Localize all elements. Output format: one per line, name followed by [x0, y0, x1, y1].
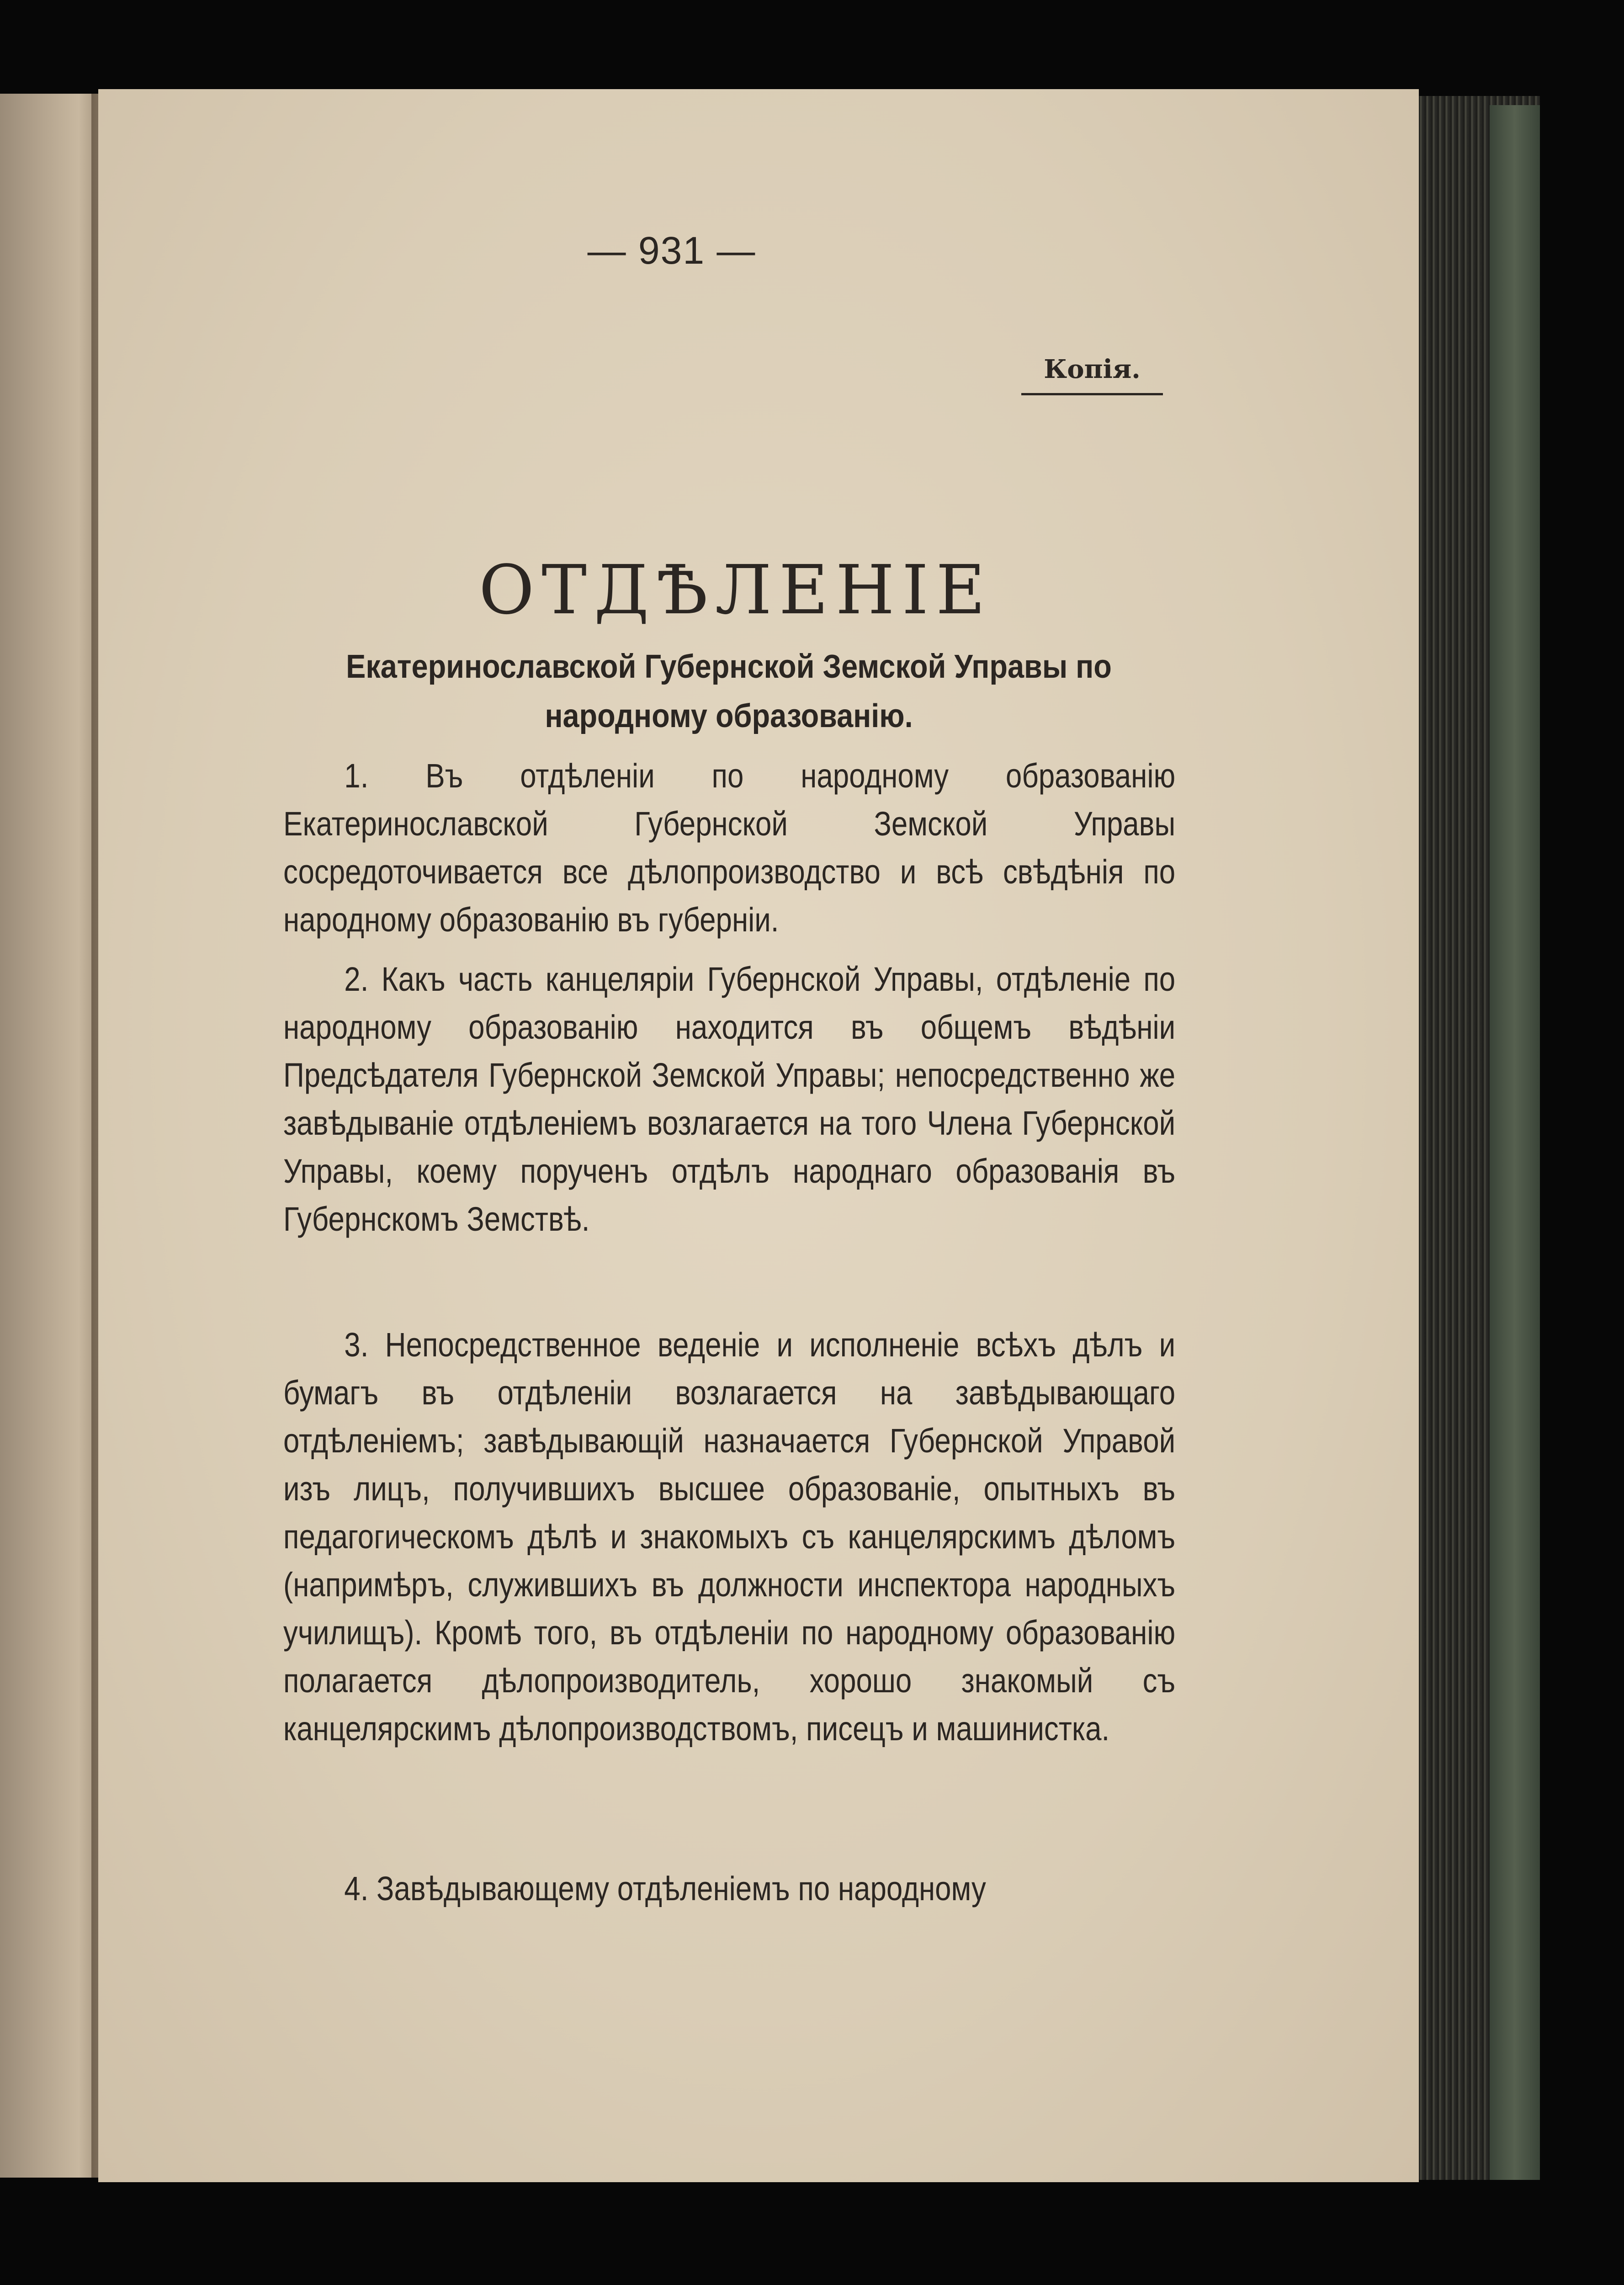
paragraph-3: 3. Непосредственное веденіе и исполненіе всѣхъ дѣлъ и бумагъ въ отдѣленіи возлагается на завѣдывающаго отдѣленіемъ; завѣдывающій назначается Губернской Управой изъ лицъ, получившихъ высшее образованіе, опытныхъ въ педагогическомъ дѣлѣ и знакомыхъ съ канцелярскимъ дѣломъ (напримѣръ, служившихъ въ должности инспектора народныхъ училищъ). Кромѣ того, въ отдѣленіи по народному образованію полагается дѣлопроизводитель, хорошо знакомый съ канцелярскимъ дѣлопроизводствомъ, писецъ и машинистка. [283, 1326, 1176, 1748]
paragraph-2: 2. Какъ часть канцеляріи Губернской Управы, отдѣленіе по народному образованію находится въ общемъ вѣдѣніи Предсѣдателя Губернской Земской Управы; непосредственно же завѣдываніе отдѣленіемъ возлагается на того Члена Губернской Управы, коему порученъ отдѣлъ народнаго образованія въ Губернскомъ Земствѣ. [283, 960, 1176, 1238]
document-subtitle: Екатеринославской Губернской Земской Управы по народному образованію. [346, 648, 1112, 734]
book-cover-edge [1490, 105, 1540, 2180]
paragraph-1: 1. Въ отдѣленіи по народному образованію Екатеринославской Губернской Земской Управы сосредоточивается все дѣлопроизводство и всѣ свѣдѣнія по народному образованію въ губерніи. [283, 757, 1176, 939]
document-title: ОТДѢЛЕНІЕ [478, 551, 993, 629]
left-page-edge [0, 94, 98, 2178]
copy-label: Копія. [1044, 354, 1141, 384]
copy-label-underline [1021, 393, 1163, 395]
page-number: — 931 — [587, 229, 756, 272]
paragraph-4: 4. Завѣдывающему отдѣленіемъ по народному [344, 1870, 986, 1908]
